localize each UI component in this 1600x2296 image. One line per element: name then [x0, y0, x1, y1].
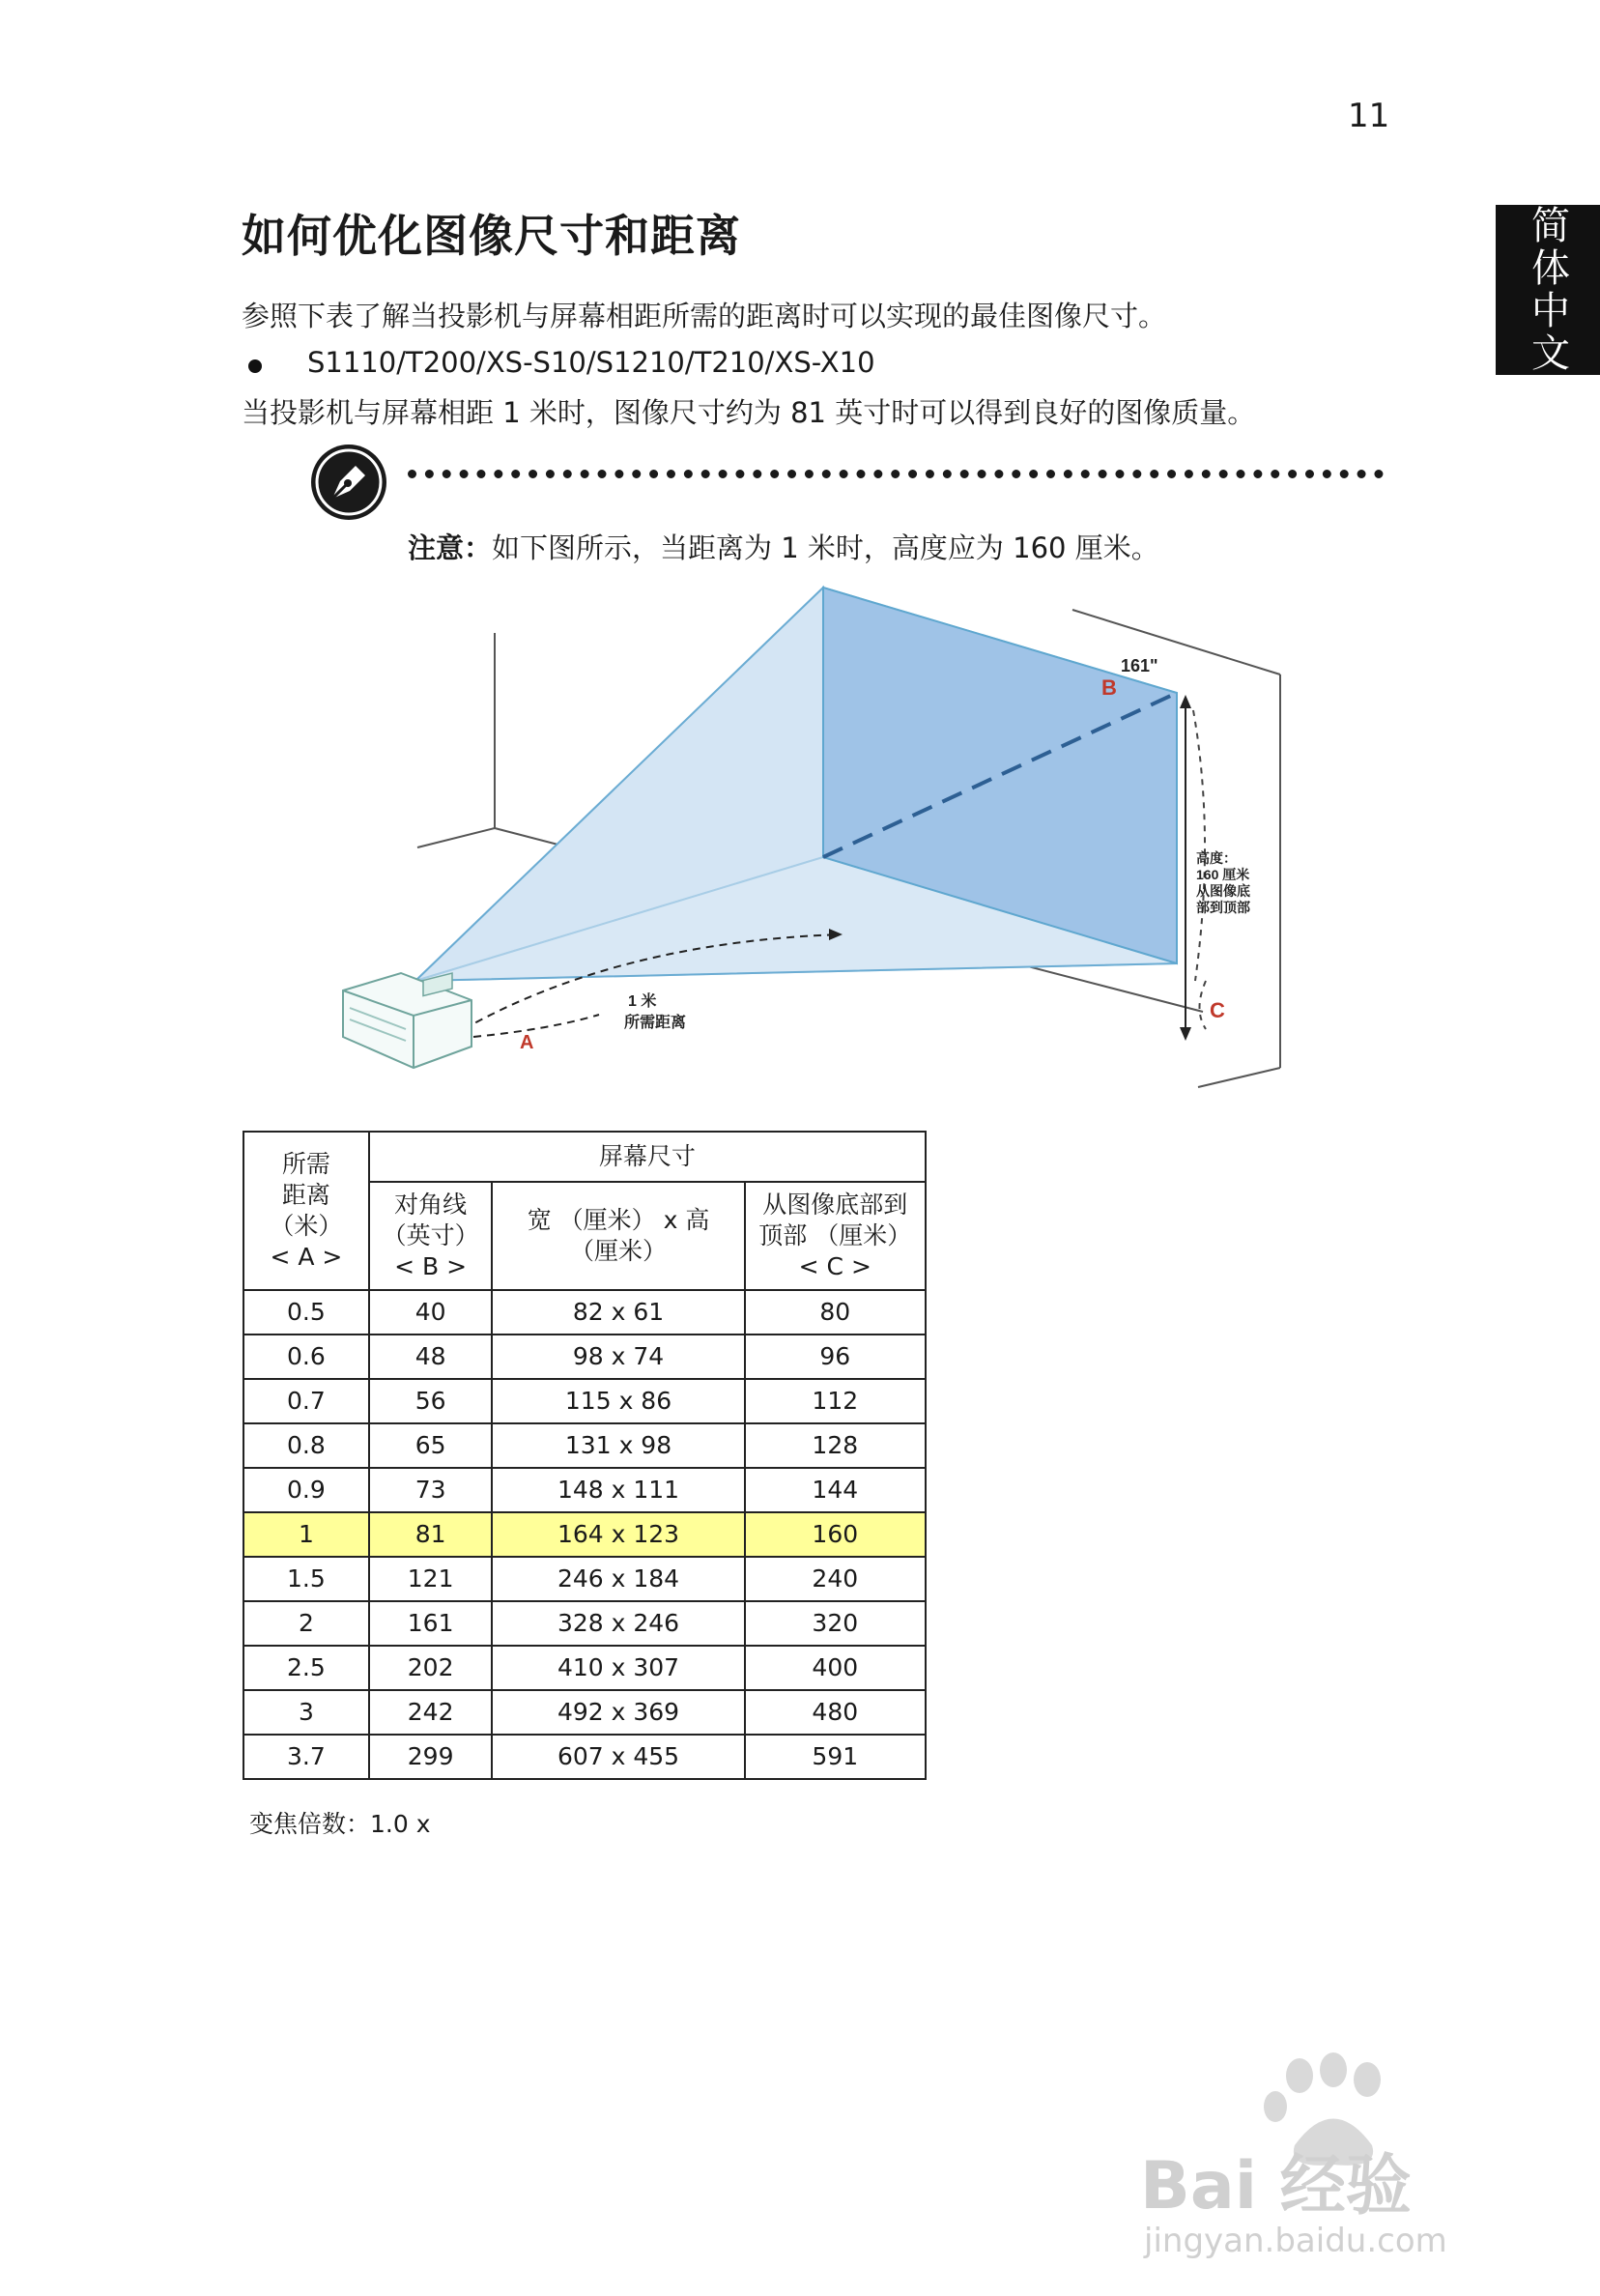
table-cell: 492 x 369 [492, 1690, 744, 1735]
table-cell: 98 x 74 [492, 1335, 744, 1379]
watermark-url: jingyan.baidu.com [1144, 2222, 1447, 2260]
table-cell: 0.8 [243, 1423, 369, 1468]
height-text-1: 高度： [1196, 850, 1237, 866]
table-cell: 400 [745, 1646, 926, 1690]
table-cell: 0.5 [243, 1290, 369, 1335]
table-cell: 591 [745, 1735, 926, 1779]
table-cell: 1.5 [243, 1557, 369, 1601]
table-cell: 131 x 98 [492, 1423, 744, 1468]
projection-diagram [329, 575, 1295, 1097]
table-cell: 115 x 86 [492, 1379, 744, 1423]
table-cell: 81 [369, 1512, 493, 1557]
table-cell: 160 [745, 1512, 926, 1557]
height-text-3: 从图像底 [1196, 883, 1250, 899]
table-row [243, 1423, 926, 1468]
intro-paragraph: 参照下表了解当投影机与屏幕相距所需的距离时可以实现的最佳图像尺寸。 [242, 300, 1167, 332]
table-cell: 65 [369, 1423, 493, 1468]
table-cell: 480 [745, 1690, 926, 1735]
header-distance: 所需 距离 （米） < A > [243, 1132, 369, 1290]
table-cell: 121 [369, 1557, 493, 1601]
table-cell: 2.5 [243, 1646, 369, 1690]
image-size-table [243, 1131, 927, 1780]
diagonal-value: 161" [1121, 656, 1158, 675]
distance-text-1: 1 米 [628, 993, 657, 1010]
height-text-2: 160 厘米 [1196, 867, 1250, 882]
table-cell: 0.7 [243, 1379, 369, 1423]
table-cell: 328 x 246 [492, 1601, 744, 1646]
table-cell: 246 x 184 [492, 1557, 744, 1601]
table-cell: 40 [369, 1290, 493, 1335]
table-cell: 240 [745, 1557, 926, 1601]
table-cell: 80 [745, 1290, 926, 1335]
height-text-4: 部到顶部 [1196, 900, 1250, 915]
table-cell: 112 [745, 1379, 926, 1423]
table-cell: 161 [369, 1601, 493, 1646]
label-a: A [520, 1032, 534, 1053]
table-cell: 202 [369, 1646, 493, 1690]
table-cell: 0.6 [243, 1335, 369, 1379]
projector-icon [343, 973, 471, 1068]
model-list: S1110/T200/XS-S10/S1210/T210/XS-X10 [307, 346, 875, 379]
table-cell: 96 [745, 1335, 926, 1379]
table-row [243, 1379, 926, 1423]
header-screen-size: 屏幕尺寸 [369, 1132, 926, 1182]
table-row [243, 1735, 926, 1779]
wall-line-top [1072, 610, 1280, 674]
table-cell: 299 [369, 1735, 493, 1779]
label-b: B [1101, 675, 1117, 700]
floor-line-back [417, 828, 495, 847]
table-cell: 164 x 123 [492, 1512, 744, 1557]
floor-line-right [1198, 1068, 1280, 1087]
header-width-height: 宽 （厘米） x 高 （厘米） [492, 1182, 744, 1290]
table-row [243, 1646, 926, 1690]
table-row [243, 1557, 926, 1601]
table-row [243, 1601, 926, 1646]
zoom-ratio: 变焦倍数：1.0 x [249, 1810, 431, 1838]
baidu-watermark [1130, 2049, 1536, 2261]
table-cell: 410 x 307 [492, 1646, 744, 1690]
table-row [243, 1512, 926, 1557]
table-cell: 1 [243, 1512, 369, 1557]
note-label: 注意： [408, 531, 493, 564]
table-row [243, 1690, 926, 1735]
note-text [408, 527, 1159, 566]
table-cell: 48 [369, 1335, 493, 1379]
section-heading: 如何优化图像尺寸和距离 [242, 210, 741, 262]
table-cell: 3 [243, 1690, 369, 1735]
table-cell: 2 [243, 1601, 369, 1646]
distance-text-2: 所需距离 [624, 1015, 687, 1031]
height-dashed-curve [1193, 710, 1205, 981]
table-cell: 56 [369, 1379, 493, 1423]
watermark-brand: Bai 经验 [1140, 2148, 1412, 2224]
note-pen-icon [311, 445, 386, 520]
page-number: 11 [1348, 97, 1390, 135]
header-height: 从图像底部到 顶部 （厘米） < C > [745, 1182, 926, 1290]
language-tab-label: 简体中文 [1525, 205, 1570, 375]
table-row [243, 1290, 926, 1335]
bullet-icon [248, 359, 262, 373]
note-divider [408, 470, 1384, 478]
note-body: 如下图所示，当距离为 1 米时，高度应为 160 厘米。 [492, 531, 1159, 564]
language-tab [1496, 205, 1600, 375]
table-cell: 128 [745, 1423, 926, 1468]
label-c: C [1210, 998, 1225, 1022]
table-cell: 0.9 [243, 1468, 369, 1512]
table-row [243, 1335, 926, 1379]
table-cell: 242 [369, 1690, 493, 1735]
description-paragraph: 当投影机与屏幕相距 1 米时，图像尺寸约为 81 英寸时可以得到良好的图像质量。 [242, 396, 1256, 429]
table-cell: 82 x 61 [492, 1290, 744, 1335]
table-cell: 607 x 455 [492, 1735, 744, 1779]
table-cell: 73 [369, 1468, 493, 1512]
table-cell: 3.7 [243, 1735, 369, 1779]
table-cell: 144 [745, 1468, 926, 1512]
table-cell: 148 x 111 [492, 1468, 744, 1512]
table-body [243, 1290, 926, 1779]
table-row [243, 1468, 926, 1512]
header-diagonal: 对角线 （英寸） < B > [369, 1182, 493, 1290]
table-cell: 320 [745, 1601, 926, 1646]
